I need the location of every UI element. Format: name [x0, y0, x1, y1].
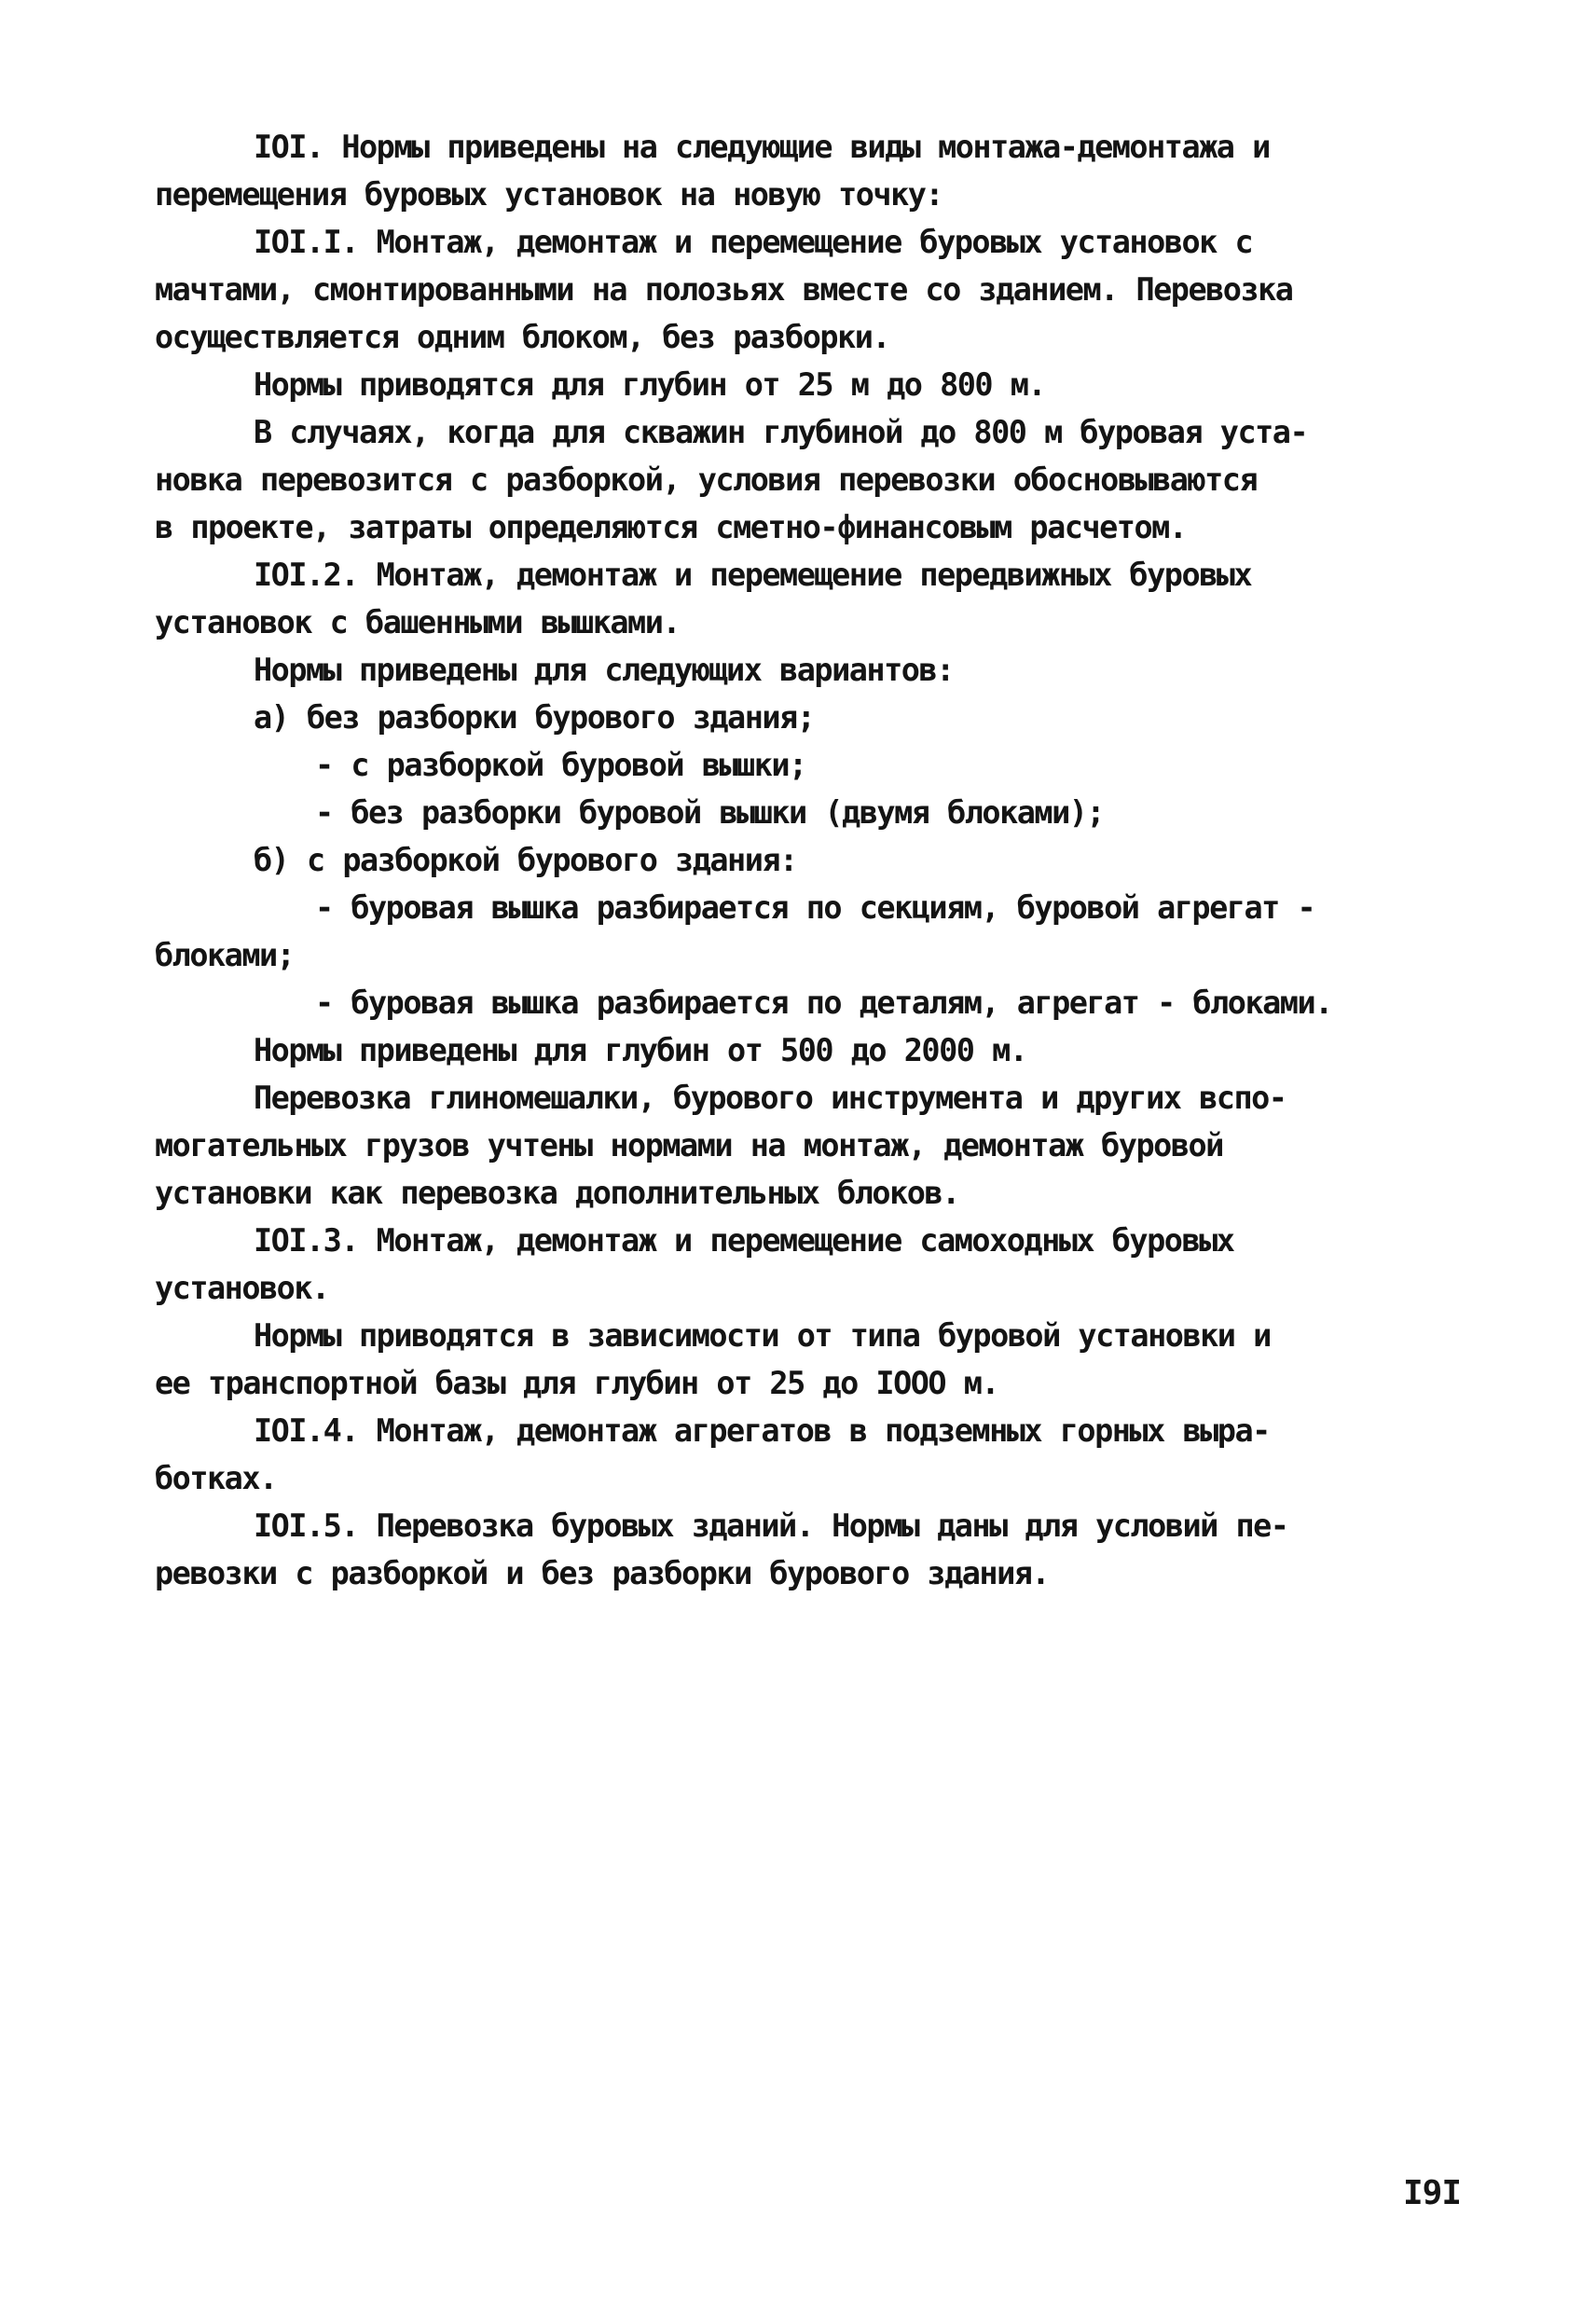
text-line: В случаях, когда для скважин глубиной до 800 м буровая уста-	[254, 414, 1308, 450]
text-line: Перевозка глиномешалки, бурового инструмента и других вспо-	[254, 1080, 1286, 1116]
text-line: ее транспортной базы для глубин от 25 до IOOO м.	[155, 1365, 999, 1401]
text-line: блоками;	[155, 937, 295, 973]
text-line: ботках.	[155, 1460, 277, 1496]
page-number: I9I	[1403, 2174, 1462, 2212]
text-line: установок с башенными вышками.	[155, 604, 681, 640]
text-line: IOI.4. Монтаж, демонтаж агрегатов в подземных горных выра-	[254, 1412, 1270, 1449]
text-line: Нормы приводятся для глубин от 25 м до 800 м.	[254, 366, 1046, 403]
text-line: новка перевозится с разборкой, условия перевозки обосновываются	[155, 461, 1258, 498]
text-line: а) без разборки бурового здания;	[254, 699, 815, 736]
text-line: перемещения буровых установок на новую точку:	[155, 176, 943, 213]
text-line: IOI.I. Монтаж, демонтаж и перемещение буровых установок с	[254, 224, 1253, 260]
text-line: - без разборки буровой вышки (двумя блоками);	[315, 794, 1105, 831]
text-line: ревозки с разборкой и без разборки бурового здания.	[155, 1555, 1050, 1591]
text-line: IOI.2. Монтаж, демонтаж и перемещение передвижных буровых	[254, 557, 1252, 593]
text-line: IOI.3. Монтаж, демонтаж и перемещение самоходных буровых	[254, 1222, 1234, 1259]
text-line: - буровая вышка разбирается по секциям, буровой агрегат -	[315, 889, 1315, 926]
text-line: - буровая вышка разбирается по деталям, агрегат - блоками.	[315, 984, 1332, 1021]
text-line: в проекте, затраты определяются сметно-финансовым расчетом.	[155, 509, 1187, 545]
text-line: осуществляется одним блоком, без разборки.	[155, 319, 890, 355]
text-line: Нормы приведены для следующих вариантов:	[254, 652, 954, 688]
text-line: могательных грузов учтены нормами на монтаж, демонтаж буровой	[155, 1127, 1223, 1163]
text-line: Нормы приводятся в зависимости от типа буровой установки и	[254, 1317, 1271, 1354]
document-body	[155, 123, 1479, 1597]
text-line: установок.	[155, 1270, 329, 1306]
text-line: - с разборкой буровой вышки;	[315, 747, 806, 783]
text-line: IOI.5. Перевозка буровых зданий. Нормы даны для условий пе-	[254, 1508, 1288, 1544]
text-line: Нормы приведены для глубин от 500 до 2000 м.	[254, 1032, 1027, 1068]
text-line: установки как перевозка дополнительных блоков.	[155, 1175, 959, 1211]
text-line: мачтами, смонтированными на полозьях вместе со зданием. Перевозка	[155, 271, 1293, 308]
text-line: IOI. Нормы приведены на следующие виды монтажа-демонтажа и	[254, 129, 1270, 165]
text-line: б) с разборкой бурового здания:	[254, 842, 797, 878]
